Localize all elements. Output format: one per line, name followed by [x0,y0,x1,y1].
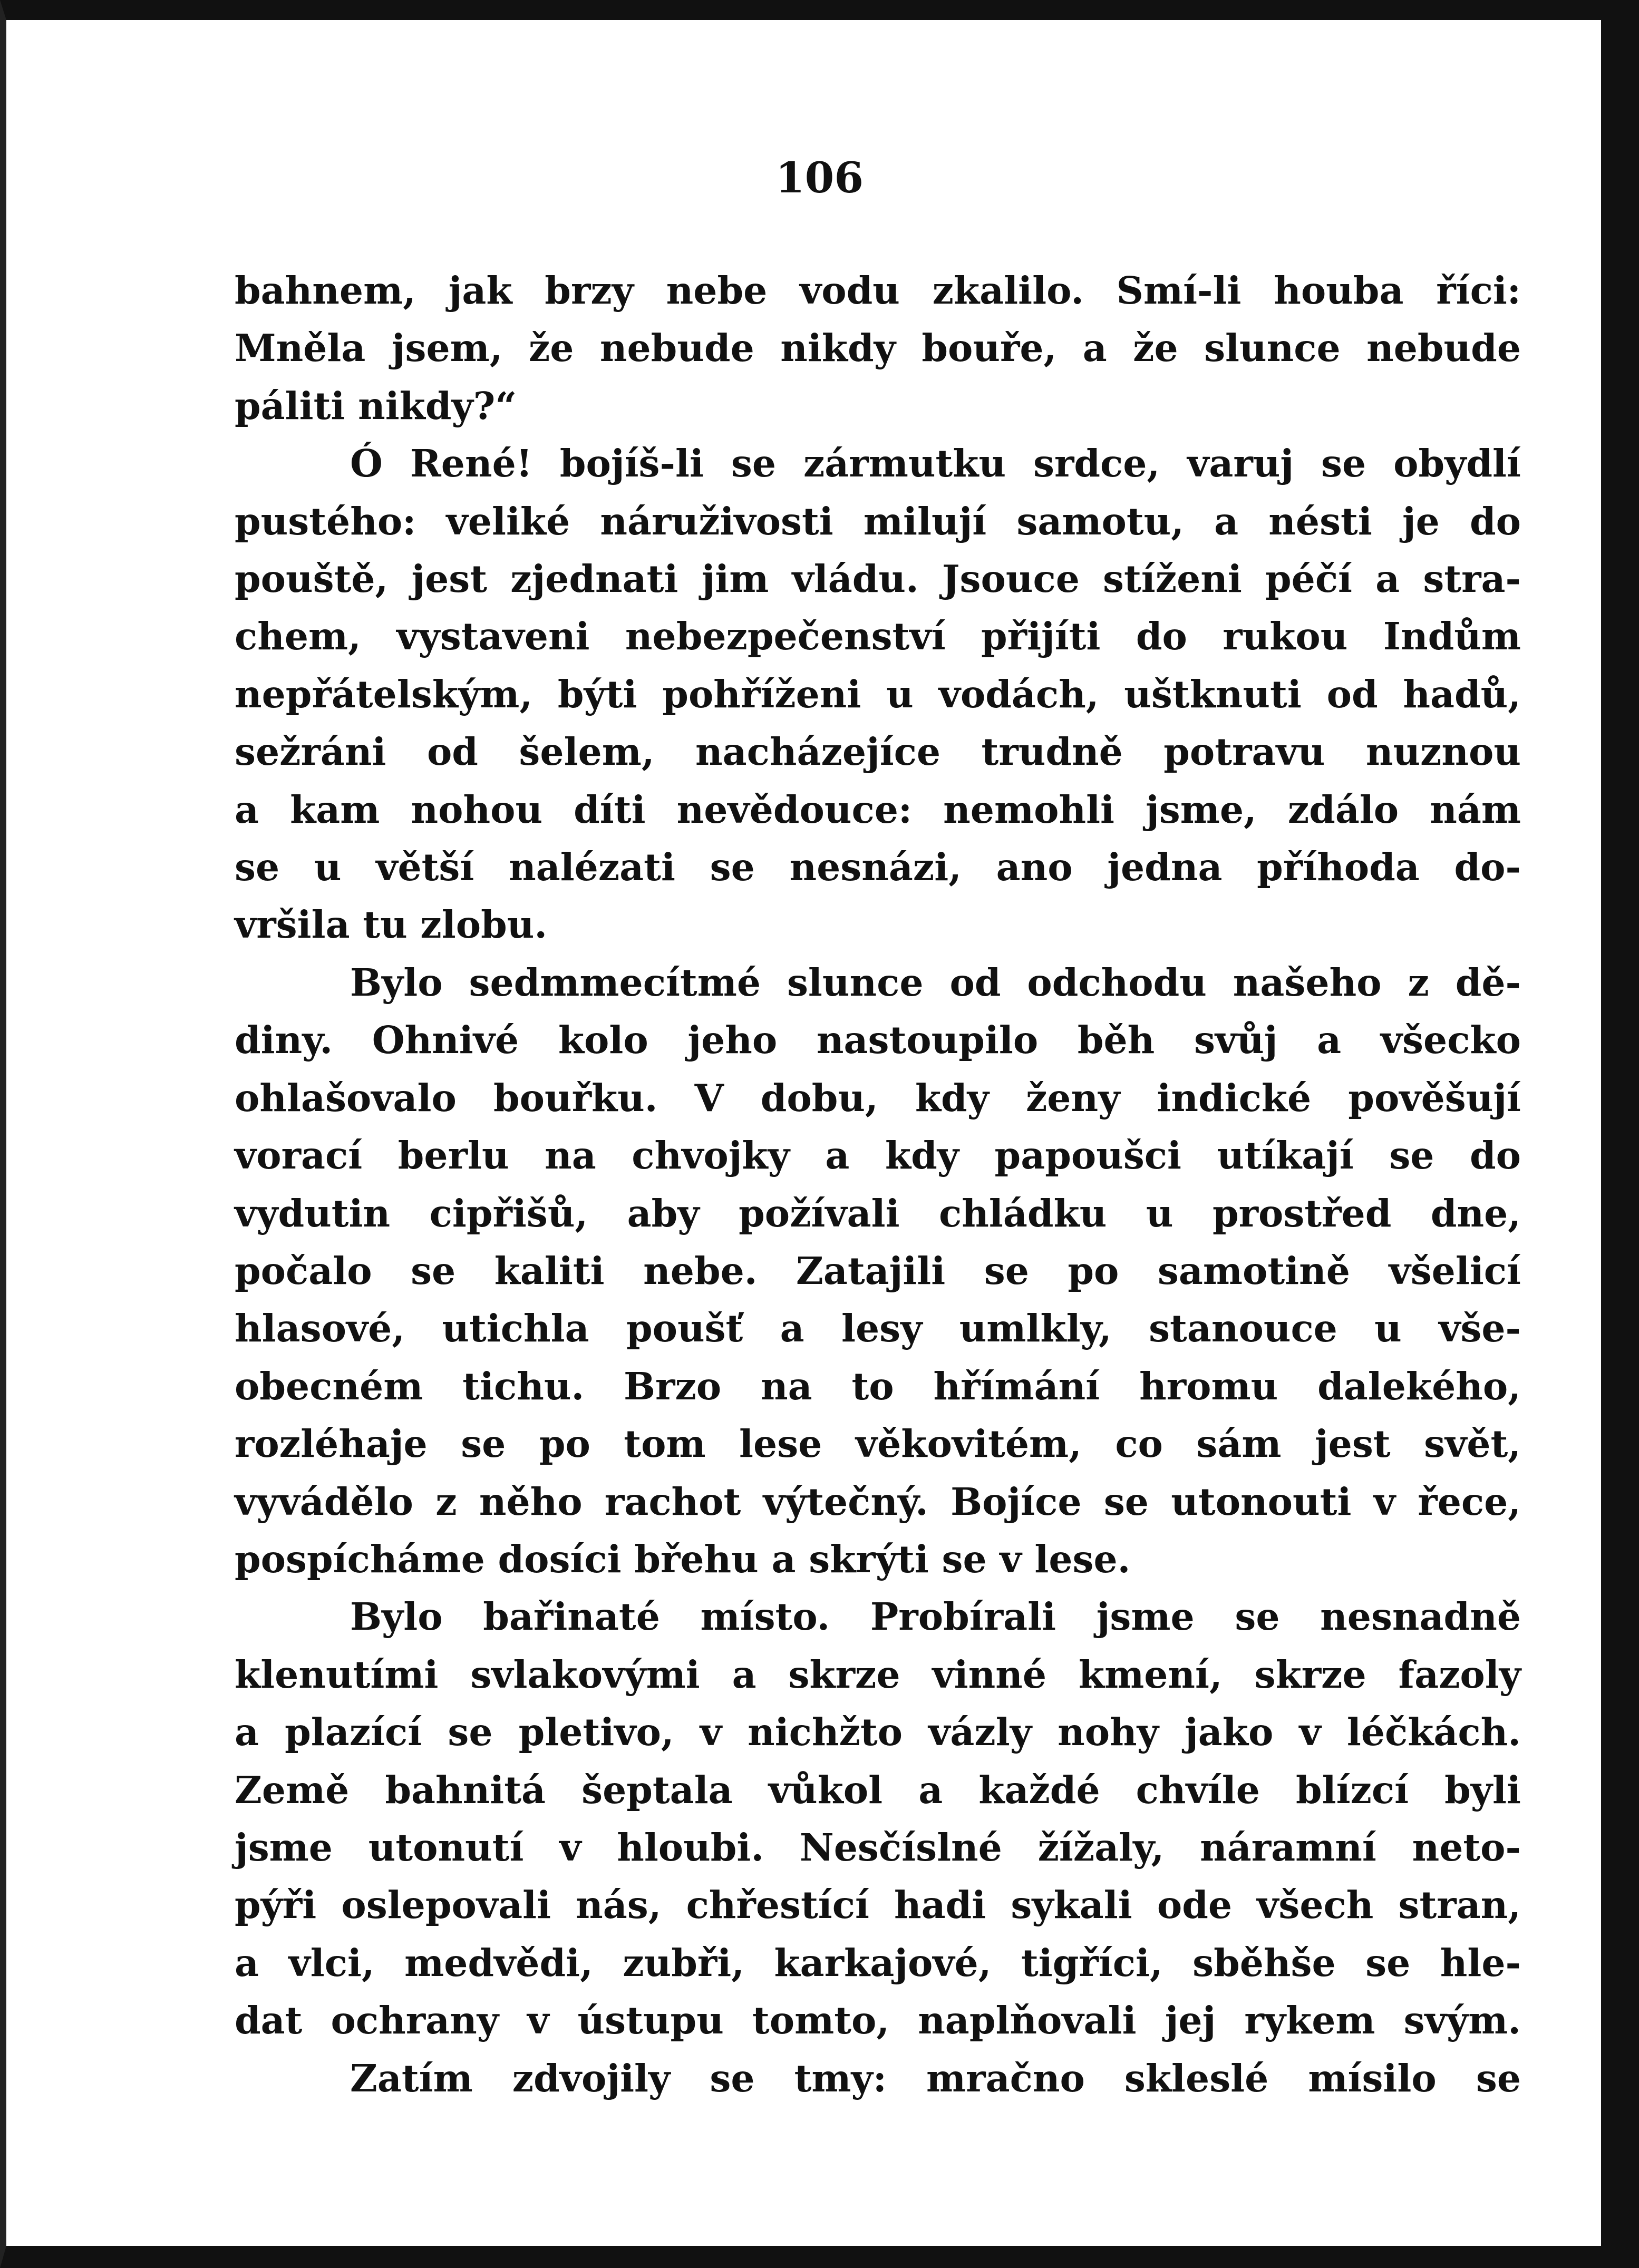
text-line: klenutími svlakovými a skrze vinné kmení, skrze fazoly [235,1652,1521,1697]
text-line: vršila tu zlobu. [235,902,548,947]
text-line: dat ochrany v ústupu tomto, naplňovali jej rykem svým. [235,1998,1521,2043]
text-line: Země bahnitá šeptala vůkol a každé chvíle blízcí byli [235,1767,1521,1812]
text-line: a plazící se pletivo, v nichžto vázly nohy jako v léčkách. [235,1710,1521,1755]
text-line: diny. Ohnivé kolo jeho nastoupilo běh svůj a všecko [235,1018,1521,1063]
text-line: Bylo bařinaté místo. Probírali jsme se nesnadně [350,1594,1521,1639]
text-line: a kam nohou díti nevědouce: nemohli jsme, zdálo nám [235,787,1521,832]
text-line: se u větší nalézati se nesnázi, ano jedna příhoda do- [235,845,1521,890]
text-line: bahnem, jak brzy nebe vodu zkalilo. Smí-li houba říci: [235,268,1521,313]
text-line: vydutin cipřišů, aby požívali chládku u prostřed dne, [235,1191,1521,1235]
text-line: Zatím zdvojily se tmy: mračno skleslé mísilo se [350,2056,1521,2100]
text-line: vorací berlu na chvojky a kdy papoušci utíkají se do [235,1133,1521,1178]
text-line: Mněla jsem, že nebude nikdy bouře, a že slunce nebude [235,326,1521,371]
text-line: pýři oslepovali nás, chřestící hadi sykali ode všech stran, [235,1883,1521,1928]
text-line: sežráni od šelem, nacházejíce trudně potravu nuznou [235,729,1521,774]
text-line: pustého: veliké náruživosti milují samotu, a nésti je do [235,499,1521,543]
text-line: nepřátelským, býti pohříženi u vodách, uštknuti od hadů, [235,671,1521,716]
body-text [235,262,1521,2107]
text-line: páliti nikdy?“ [235,383,517,428]
text-line: vyvádělo z něho rachot výtečný. Bojíce se utonouti v řece, [235,1479,1521,1524]
page-number: 106 [775,153,864,202]
text-line: Bylo sedmmecítmé slunce od odchodu našeho z dě- [350,960,1521,1005]
text-line: obecném tichu. Brzo na to hřímání hromu dalekého, [235,1364,1521,1408]
text-line: rozléhaje se po tom lese věkovitém, co sám jest svět, [235,1422,1521,1466]
text-line: jsme utonutí v hloubi. Nesčíslné žížaly, náramní neto- [235,1825,1521,1870]
text-line: pouště, jest zjednati jim vládu. Jsouce stíženi péčí a stra- [235,557,1521,601]
text-line: počalo se kaliti nebe. Zatajili se po samotině všelicí [235,1248,1521,1293]
text-line: hlasové, utichla poušť a lesy umlkly, stanouce u vše- [235,1306,1521,1351]
text-line: ohlašovalo bouřku. V dobu, kdy ženy indické pověšují [235,1075,1521,1120]
text-line: chem, vystaveni nebezpečenství přijíti do rukou Indům [235,614,1521,659]
text-line: Ó René! bojíš-li se zármutku srdce, varuj se obydlí [350,441,1521,486]
text-line: a vlci, medvědi, zubři, karkajové, tigříci, sběhše se hle- [235,1940,1521,1985]
text-line: pospícháme dosíci břehu a skrýti se v lese. [235,1536,1131,1581]
